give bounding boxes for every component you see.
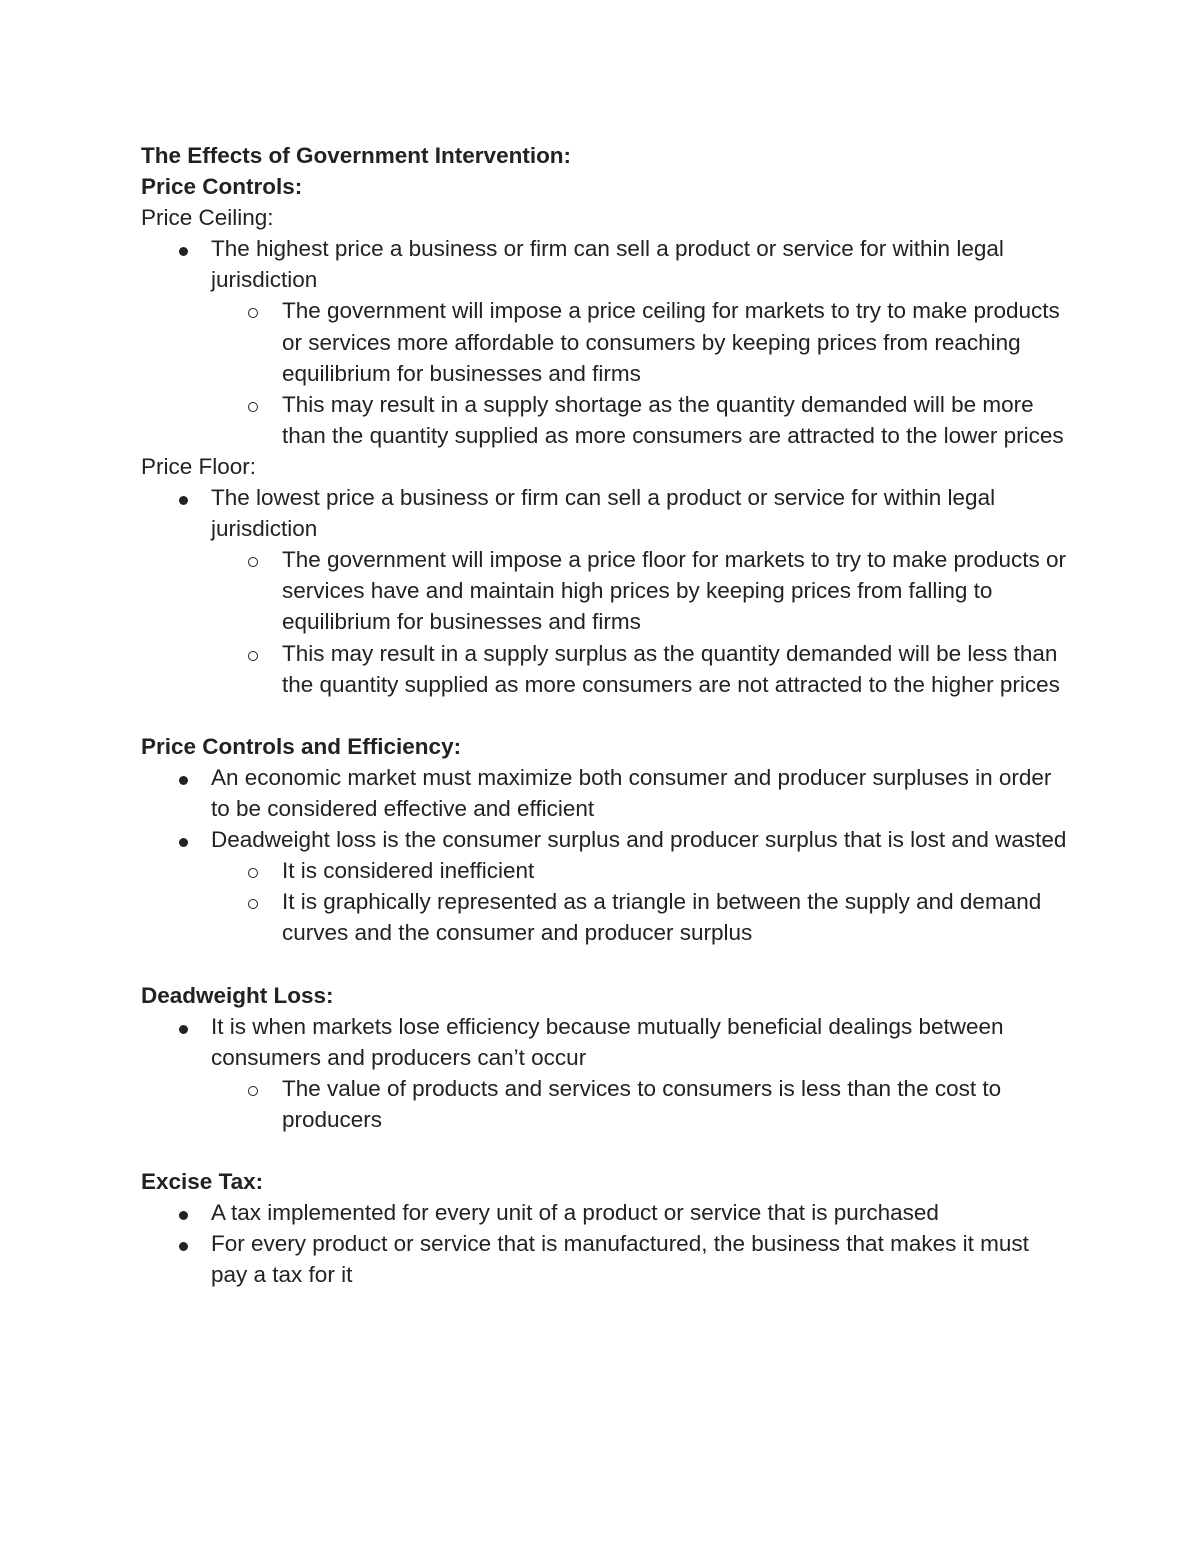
bullet-list: [141, 482, 1071, 700]
list-item-text: An economic market must maximize both consumer and producer surpluses in order to be considered effective and efficient: [211, 764, 1052, 821]
bullet-ring-icon: [248, 638, 258, 669]
list-item: [141, 1228, 1071, 1290]
sub-list-item-text: The government will impose a price floor for markets to try to make products or services have and maintain high prices by keeping prices from falling to equilibrium for businesses and firms: [282, 547, 1067, 635]
document-page: [141, 140, 1071, 1290]
section-spacer: [141, 700, 1071, 731]
list-item-text: A tax implemented for every unit of a product or service that is purchased: [211, 1200, 939, 1226]
bullet-dot-icon: [179, 1197, 188, 1228]
bullet-ring-icon: [248, 1073, 258, 1104]
bullet-dot-icon: [179, 482, 188, 513]
section-spacer: [141, 1135, 1071, 1166]
list-item: [141, 1197, 1071, 1228]
bullet-dot-icon: [179, 1228, 188, 1259]
list-item-text: For every product or service that is manufactured, the business that makes it must pay a tax for it: [211, 1231, 1029, 1288]
sub-list-item: [141, 886, 1071, 948]
bullet-list: [141, 762, 1071, 949]
sub-list-item-text: The value of products and services to consumers is less than the cost to producers: [282, 1075, 1002, 1132]
section-heading: Deadweight Loss:: [141, 982, 334, 1008]
bullet-ring-icon: [248, 855, 258, 886]
sub-list-item-text: It is considered inefficient: [282, 858, 535, 884]
list-item: [141, 1011, 1071, 1073]
bullet-dot-icon: [179, 1011, 188, 1042]
sub-list-item-text: This may result in a supply shortage as the quantity demanded will be more than the quantity supplied as more consumers are attracted to the lower prices: [282, 391, 1064, 448]
bullet-dot-icon: [179, 233, 188, 264]
sub-list-item-text: This may result in a supply surplus as the quantity demanded will be less than the quantity supplied as more consumers are not attracted to the higher prices: [282, 640, 1060, 697]
bullet-ring-icon: [248, 886, 258, 917]
sub-list-item: [141, 544, 1071, 637]
section-heading: Excise Tax:: [141, 1169, 264, 1195]
bullet-ring-icon: [248, 544, 258, 575]
section-deadweight-loss: [141, 980, 1071, 1135]
list-item-text: The lowest price a business or firm can sell a product or service for within legal jurisdiction: [211, 485, 996, 542]
list-item: [141, 824, 1071, 855]
list-item: [141, 233, 1071, 295]
section-excise-tax: [141, 1166, 1071, 1290]
section-price-controls-efficiency: [141, 731, 1071, 949]
sub-list-item: [141, 638, 1071, 700]
list-item-text: Deadweight loss is the consumer surplus and producer surplus that is lost and wasted: [211, 827, 1067, 853]
bullet-list: [141, 1197, 1071, 1290]
subsection-label: Price Floor:: [141, 453, 257, 479]
document-title: The Effects of Government Intervention:: [141, 143, 572, 168]
sub-list-item: [141, 1073, 1071, 1135]
list-item-text: The highest price a business or firm can sell a product or service for within legal jurisdiction: [211, 236, 1004, 293]
section-heading: Price Controls and Efficiency:: [141, 733, 462, 759]
section-heading: Price Controls:: [141, 174, 303, 200]
section-spacer: [141, 948, 1071, 979]
bullet-list: [141, 1011, 1071, 1135]
list-item-text: It is when markets lose efficiency because mutually beneficial dealings between consumers and producers can’t occur: [211, 1013, 1004, 1070]
list-item: [141, 482, 1071, 544]
sub-list-item: [141, 389, 1071, 451]
bullet-list: [141, 233, 1071, 451]
section-price-controls: [141, 171, 1071, 700]
sub-list-item-text: The government will impose a price ceiling for markets to try to make products or services more affordable to consumers by keeping prices from reaching equilibrium for businesses and firms: [282, 298, 1060, 386]
bullet-ring-icon: [248, 295, 258, 326]
bullet-dot-icon: [179, 824, 188, 855]
bullet-ring-icon: [248, 389, 258, 420]
sub-list-item-text: It is graphically represented as a triangle in between the supply and demand curves and the consumer and producer surplus: [282, 889, 1042, 946]
sub-list-item: [141, 295, 1071, 388]
list-item: [141, 762, 1071, 824]
bullet-dot-icon: [179, 762, 188, 793]
sub-list-item: [141, 855, 1071, 886]
subsection-label: Price Ceiling:: [141, 205, 274, 231]
